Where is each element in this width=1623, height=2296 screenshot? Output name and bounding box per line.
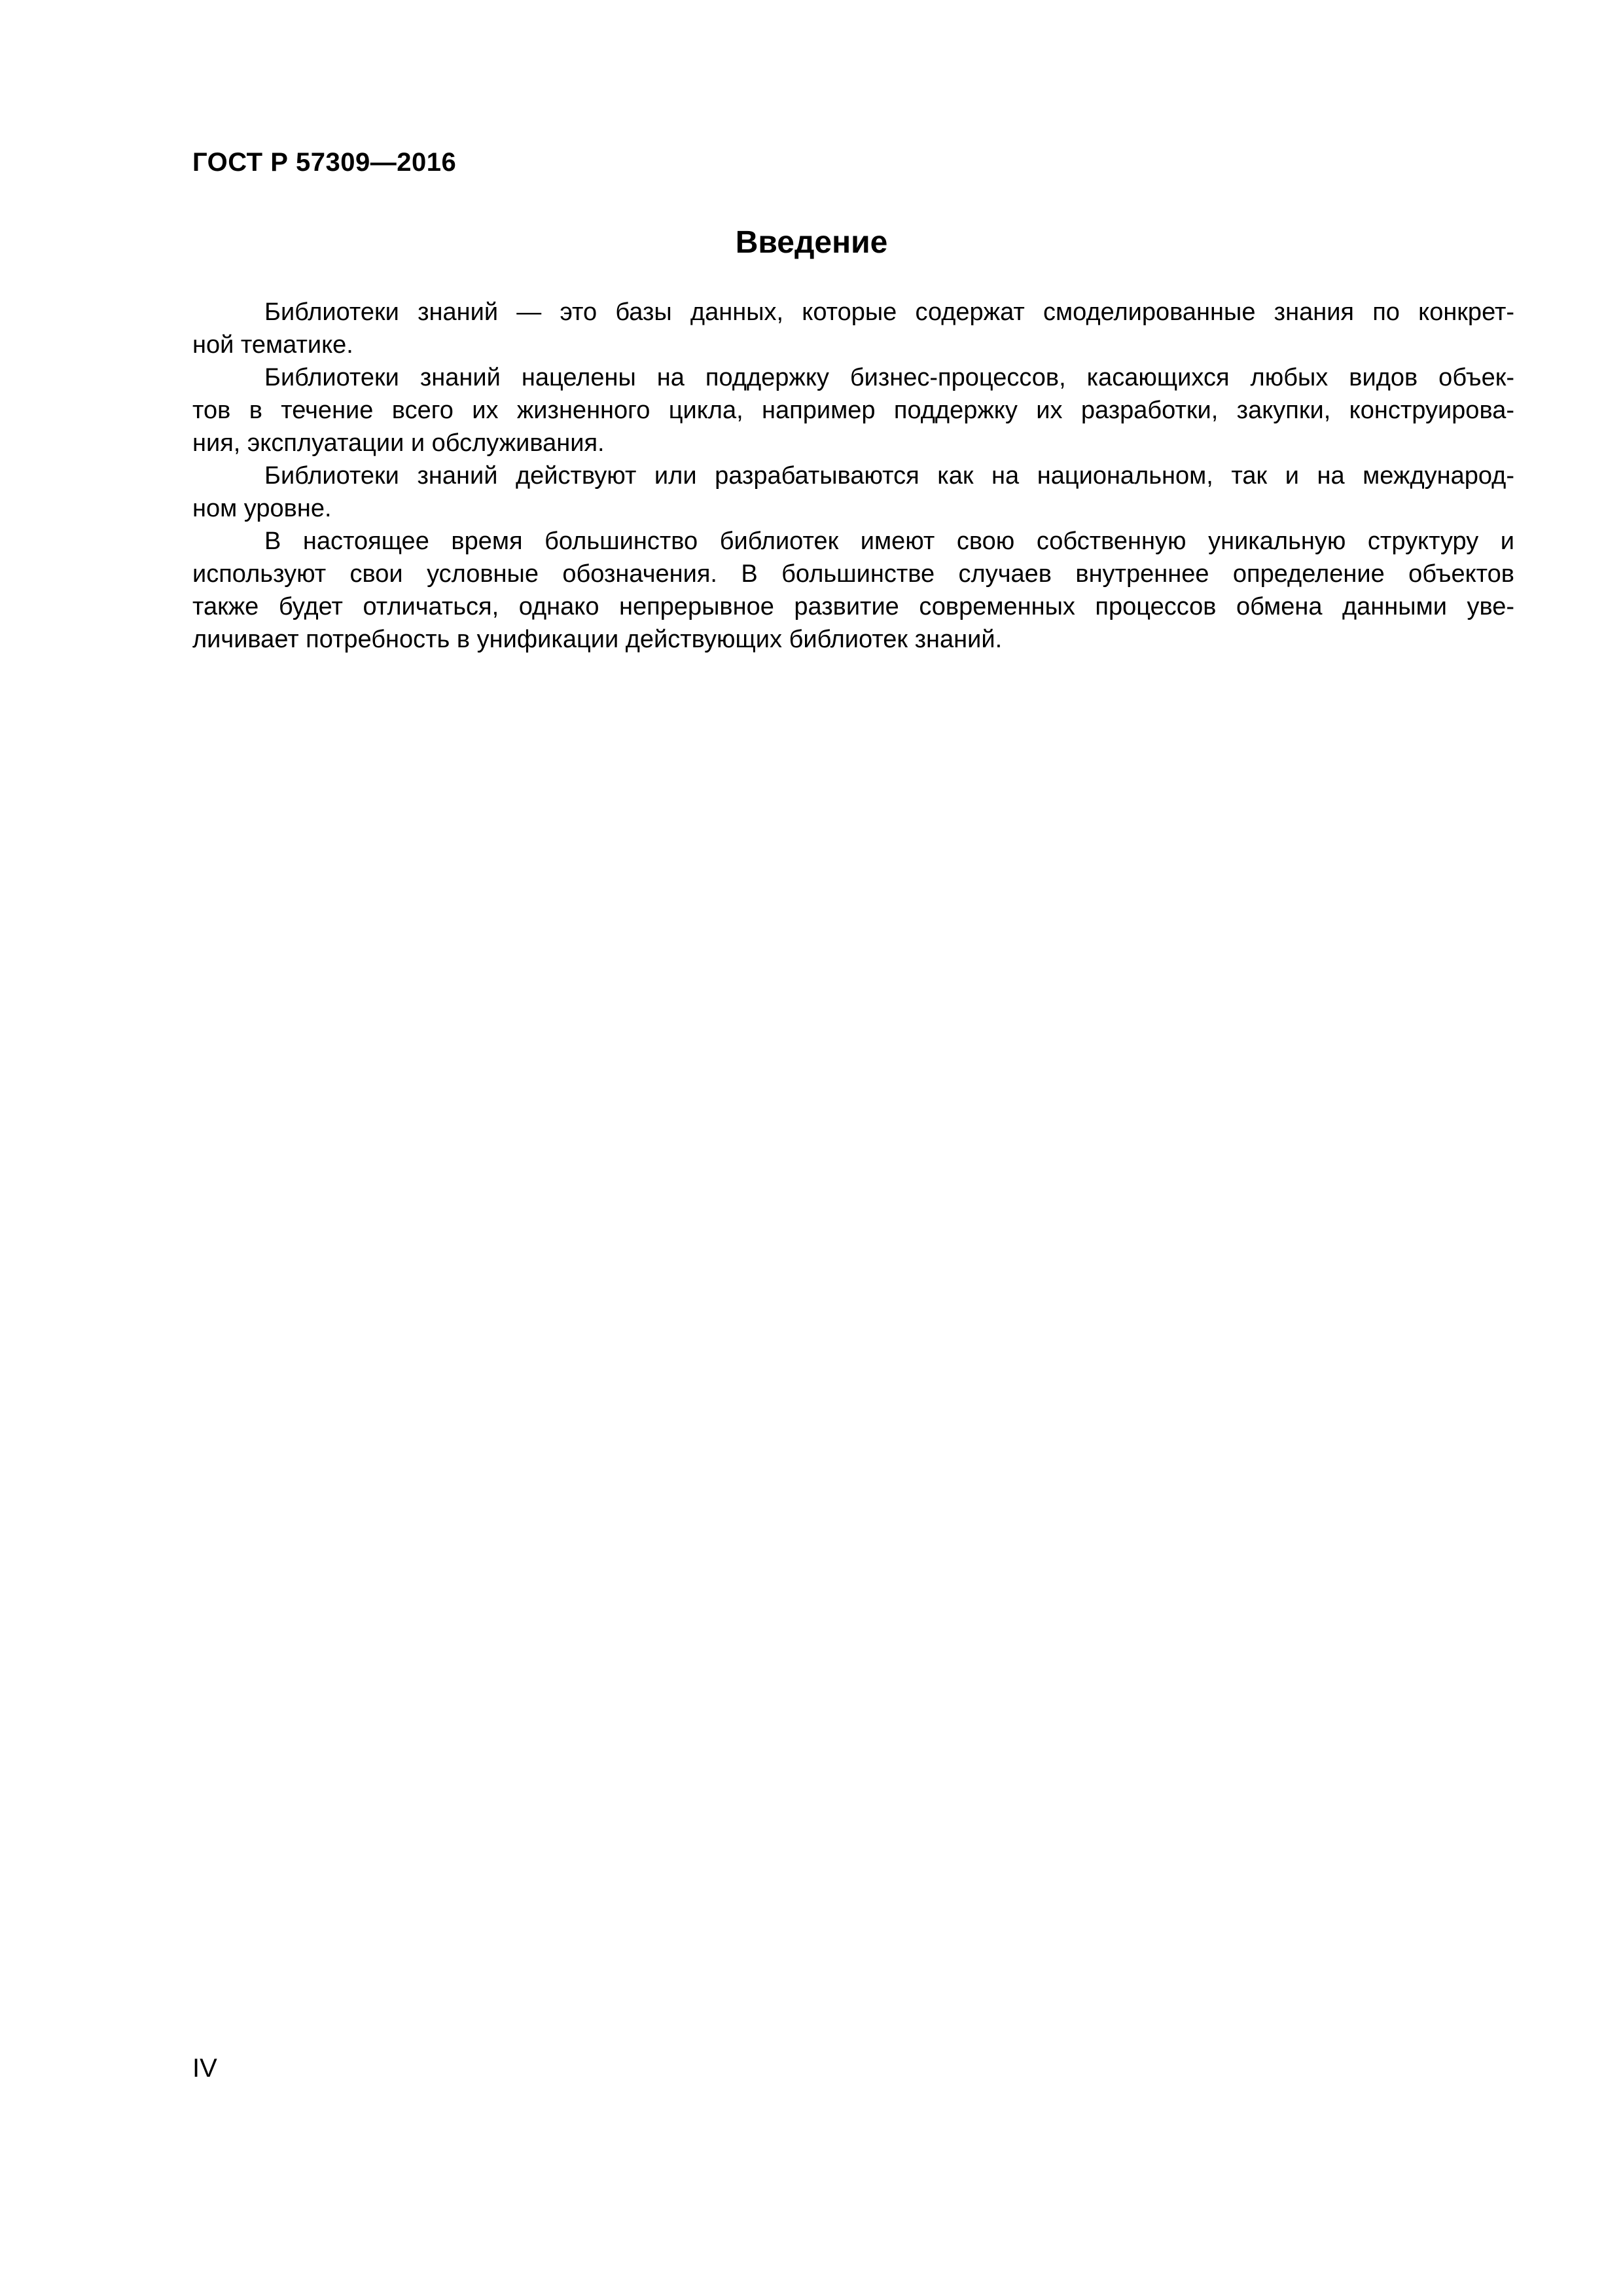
paragraph-line: Библиотеки знаний действуют или разрабатываются как на национальном, так и на международ-: [264, 462, 1514, 490]
paragraph-line: также будет отличаться, однако непрерывное развитие современных процессов обмена данными уве-: [192, 593, 1514, 620]
paragraph-line: личивает потребность в унификации действующих библиотек знаний.: [192, 626, 1003, 653]
paragraph-3: [192, 459, 1514, 525]
paragraph-4: [192, 525, 1514, 656]
paragraph-2: [192, 361, 1514, 459]
paragraph-line: используют свои условные обозначения. В большинстве случаев внутреннее определение объектов: [192, 560, 1514, 588]
page-number: IV: [192, 2054, 217, 2083]
paragraph-line: В настоящее время большинство библиотек имеют свою собственную уникальную структуру и: [264, 528, 1514, 555]
paragraph-line: Библиотеки знаний — это базы данных, которые содержат смоделированные знания по конкрет-: [264, 298, 1514, 326]
paragraph-line: ном уровне.: [192, 495, 332, 522]
paragraph-1: [192, 296, 1514, 361]
document-code: ГОСТ Р 57309—2016: [192, 148, 457, 177]
paragraph-line: ной тематике.: [192, 331, 353, 359]
section-title: Введение: [735, 225, 888, 260]
paragraph-line: тов в течение всего их жизненного цикла, например поддержку их разработки, закупки, конструирова-: [192, 397, 1514, 424]
paragraph-line: Библиотеки знаний нацелены на поддержку бизнес-процессов, касающихся любых видов объек-: [264, 364, 1514, 391]
body-text: [192, 296, 1514, 656]
paragraph-line: ния, эксплуатации и обслуживания.: [192, 429, 605, 457]
